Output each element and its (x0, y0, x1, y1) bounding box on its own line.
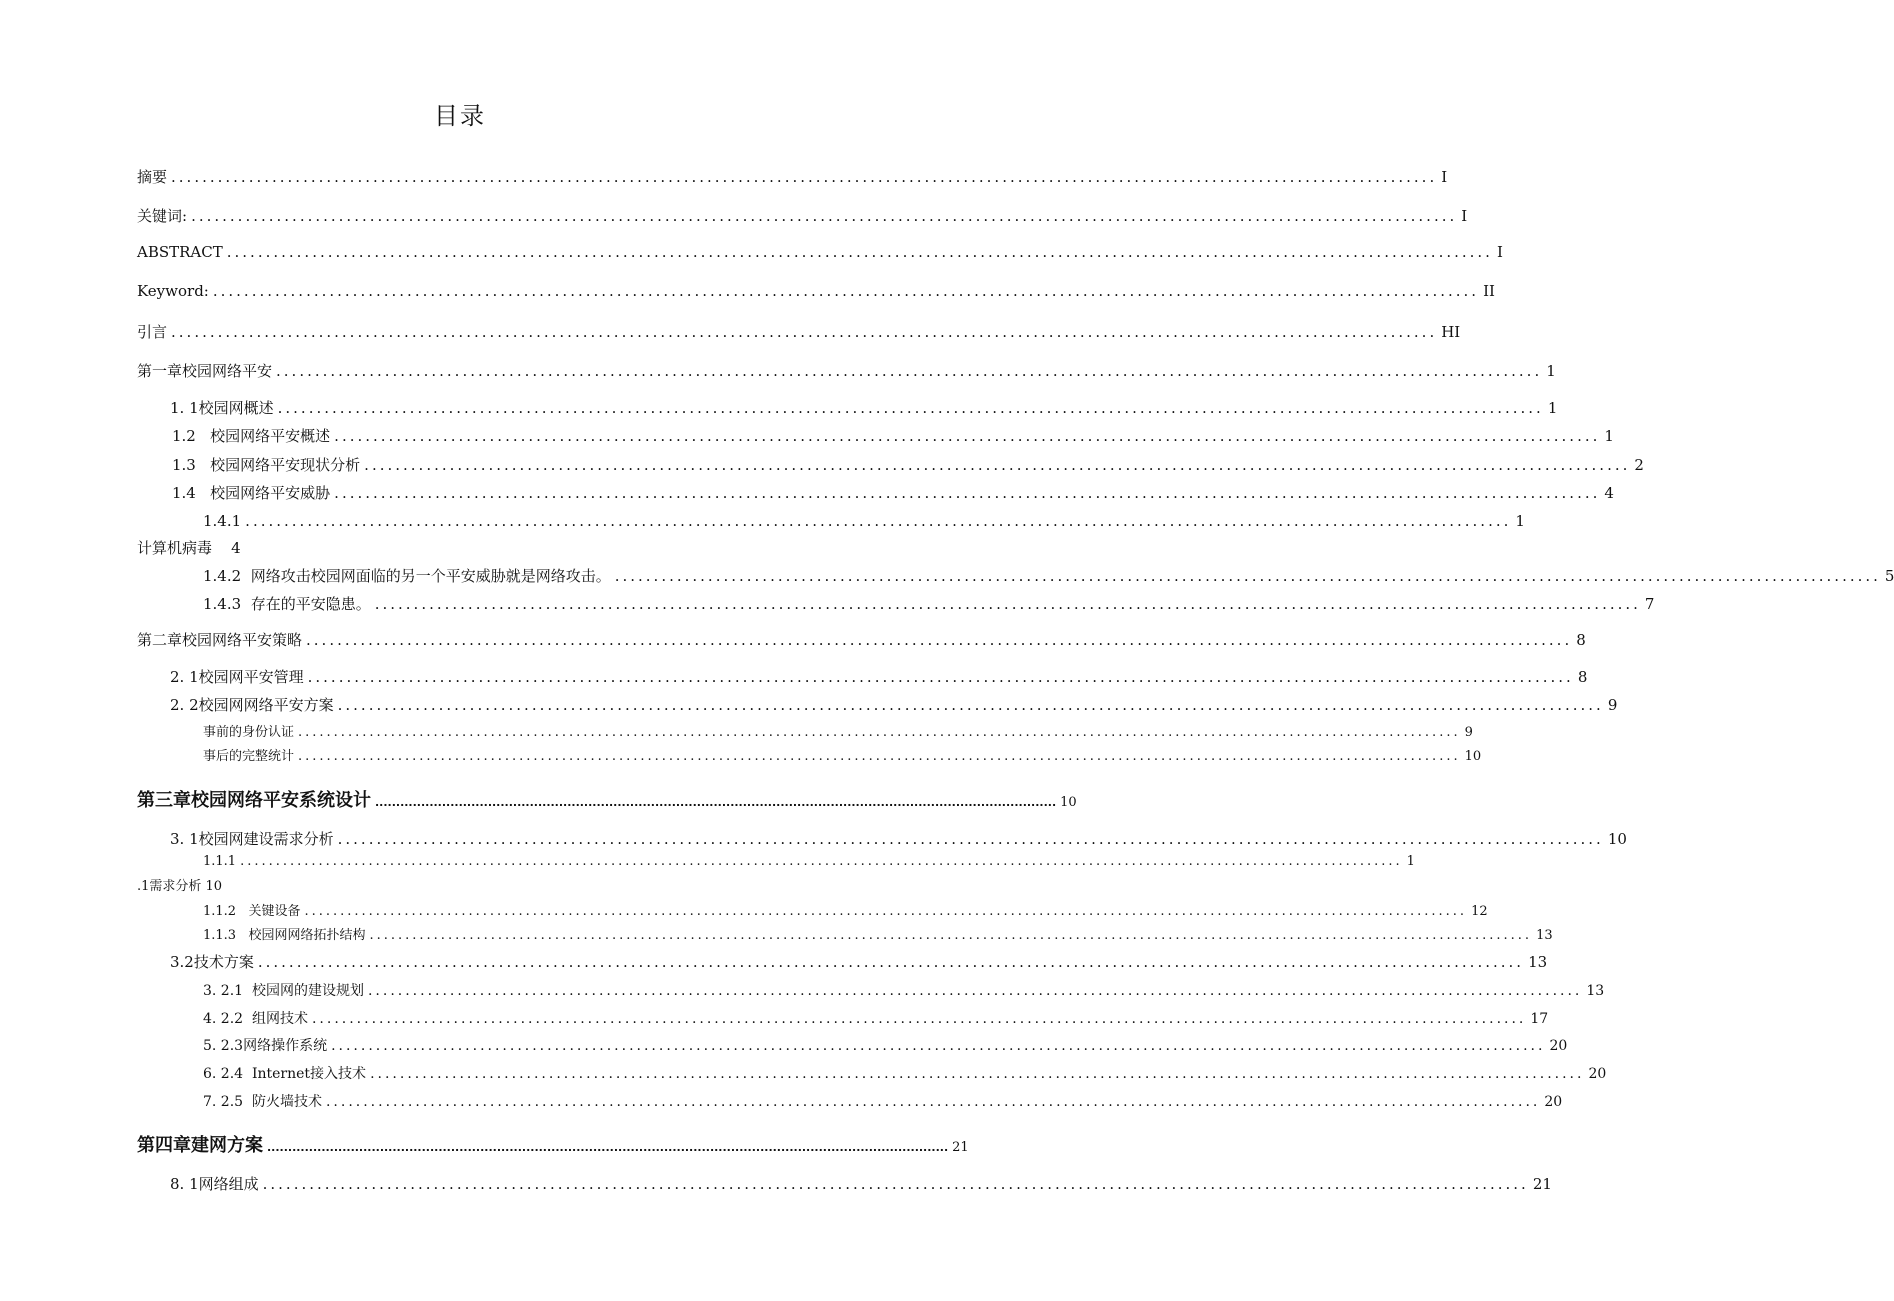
toc-entry-1-1[interactable] (170, 397, 1558, 418)
toc-entry-label: 3.2技术方案 (170, 953, 254, 971)
toc-entry-label: 1. 1校园网概述 (170, 399, 274, 417)
toc-entry-label: 1.1.3 校园网网络拓扑结构 (203, 928, 366, 943)
toc-entry-page: 1 (1546, 362, 1556, 380)
toc-entry-continuation: .1需求分析 10 (137, 879, 223, 894)
toc-entry-label: 摘要 (137, 168, 168, 186)
toc-entry-label: 1.4.3 存在的平安隐患。 (203, 595, 371, 613)
toc-entry-introduction[interactable] (137, 321, 1461, 342)
toc-entry-label: 3. 1校园网建设需求分析 (170, 830, 334, 848)
dot-leader: ................................................................................................................................................................... (334, 484, 1601, 502)
toc-entry-page: 8 (1577, 668, 1588, 686)
toc-entry-page: 1 (1406, 854, 1415, 869)
dot-leader: ................................................................................................................................................................... (245, 512, 1512, 530)
toc-entry-page: HI (1441, 323, 1461, 341)
dot-leader: ................................................................................................................................................................... (212, 282, 1480, 300)
dot-leader: ................................................................................................................................................................... (226, 243, 1493, 261)
toc-entry-page: 20 (1544, 1094, 1563, 1110)
toc-entry-label: 1.2 校园网络平安概述 (172, 427, 331, 445)
toc-entry-label: 2. 1校园网平安管理 (170, 668, 304, 686)
toc-entry-page: 1 (1515, 512, 1525, 530)
toc-entry-keywords-cn[interactable] (137, 205, 1468, 226)
dot-leader: ................................................................................................................................................................... (298, 749, 1461, 764)
toc-entry-4-1[interactable] (170, 1173, 1552, 1194)
toc-entry-keywords-en[interactable] (137, 282, 1495, 300)
toc-entry-label: Keyword: (137, 282, 209, 300)
toc-entry-1-1-3[interactable] (203, 924, 1553, 943)
dot-leader: ................................................................................................................................................................... (298, 725, 1461, 740)
toc-entry-page: 17 (1530, 1011, 1549, 1027)
toc-entry-label: 第二章校园网络平安策略 (137, 631, 303, 649)
toc-entry-page: 8 (1576, 631, 1586, 649)
toc-entry-label: 4. 2.2 组网技术 (203, 1011, 308, 1027)
toc-entry-label: 1.4 校园网络平安威胁 (172, 484, 331, 502)
dot-leader: ................................................................................................................................................................... (306, 631, 1573, 649)
dot-leader: ................................................................................................................................................................... (277, 399, 1544, 417)
toc-entry-page: 7 (1644, 595, 1655, 613)
dot-leader: ................................................................................................................................................................... (369, 928, 1533, 943)
toc-entry-page: 9 (1464, 725, 1473, 740)
toc-entry-chapter-4[interactable] (137, 1131, 969, 1157)
toc-entry-page: 10 (1607, 830, 1627, 848)
toc-entry-page: 12 (1471, 904, 1488, 919)
toc-entry-label: 第一章校园网络平安 (137, 362, 273, 380)
toc-entry-page: I (1441, 168, 1448, 186)
toc-entry-page: 20 (1549, 1038, 1568, 1054)
toc-entry-label: 事后的完整统计 (203, 749, 295, 764)
dot-leader: ................................................................................................................................................................... (325, 1094, 1541, 1110)
toc-entry-page: 5 (1884, 567, 1894, 585)
toc-entry-label: 1.1.1 (203, 854, 237, 869)
toc-entry-abstract-en[interactable] (137, 243, 1503, 261)
toc-entry-label: 1.4.2 网络攻击校园网面临的另一个平安威胁就是网络攻击。 (203, 567, 611, 585)
dot-leader: ................................................................................................................................................................... (375, 796, 1057, 809)
dot-leader: ................................................................................................................................................................... (331, 1038, 1546, 1054)
dot-leader: ................................................................................................................................................................... (374, 595, 1641, 613)
toc-entry-page: 10 (1060, 795, 1077, 810)
toc-entry-label: 第四章建网方案 (137, 1135, 263, 1156)
toc-entry-label: 1.3 校园网络平安现状分析 (172, 456, 361, 474)
toc-entry-page: II (1483, 282, 1495, 300)
toc-entry-label: 事前的身份认证 (203, 725, 295, 740)
toc-entry-page: 4 (1604, 484, 1614, 502)
toc-entry-3-2-2[interactable] (203, 1008, 1549, 1028)
toc-entry-abstract-cn[interactable] (137, 166, 1448, 187)
toc-entry-page: 21 (952, 1140, 969, 1155)
dot-leader: ................................................................................................................................................................... (276, 362, 1543, 380)
dot-leader: ................................................................................................................................................................... (614, 567, 1881, 585)
toc-entry-continuation: 计算机病毒 4 (137, 539, 241, 557)
toc-entry-label: 3. 2.1 校园网的建设规划 (203, 983, 364, 999)
toc-entry-1-4-3[interactable] (203, 593, 1655, 614)
dot-leader: ................................................................................................................................................................... (240, 854, 1403, 869)
toc-entry-3-2-3[interactable] (203, 1035, 1568, 1055)
toc-entry-label: 5. 2.3网络操作系统 (203, 1038, 328, 1054)
toc-entry-page: 1 (1604, 427, 1614, 445)
toc-entry-label: 1.4.1 (203, 512, 242, 530)
toc-entry-chapter-1[interactable] (137, 360, 1556, 381)
toc-entry-page: 21 (1532, 1175, 1552, 1193)
toc-entry-pre-auth[interactable] (203, 721, 1473, 740)
toc-entry-page: 10 (1464, 749, 1482, 764)
toc-entry-page: 2 (1634, 456, 1644, 474)
toc-entry-label: 引言 (137, 323, 168, 341)
toc-entry-3-2-5[interactable] (203, 1091, 1563, 1111)
dot-leader: ................................................................................................................................................................... (334, 427, 1601, 445)
toc-entry-3-2-1[interactable] (203, 980, 1605, 1000)
toc-entry-page: I (1461, 207, 1468, 225)
page-title: 目录 (434, 102, 486, 130)
dot-leader: ................................................................................................................................................................... (370, 1066, 1585, 1082)
dot-leader: ................................................................................................................................................................... (191, 207, 1458, 225)
toc-entry-1-1-2[interactable] (203, 900, 1488, 919)
toc-entry-3-2[interactable] (170, 951, 1548, 972)
dot-leader: ................................................................................................................................................................... (171, 168, 1438, 186)
toc-entry-1-4-2[interactable] (203, 565, 1894, 586)
toc-entry-chapter-2[interactable] (137, 629, 1586, 650)
toc-entry-label: 关键词: (137, 207, 188, 225)
toc-entry-label: 6. 2.4 Internet接入技术 (203, 1066, 367, 1082)
toc-entry-3-1[interactable] (170, 828, 1627, 849)
dot-leader: ................................................................................................................................................................... (307, 668, 1574, 686)
toc-entry-1-3[interactable] (172, 454, 1644, 475)
toc-entry-label: 8. 1网络组成 (170, 1175, 259, 1193)
toc-entry-chapter-3[interactable] (137, 786, 1077, 812)
toc-entry-1-4[interactable] (172, 482, 1614, 503)
toc-entry-page: 13 (1586, 983, 1605, 999)
dot-leader: ................................................................................................................................................................... (311, 1011, 1527, 1027)
dot-leader: ................................................................................................................................................................... (267, 1141, 949, 1154)
toc-entry-2-2[interactable] (170, 694, 1618, 715)
dot-leader: ................................................................................................................................................................... (367, 983, 1583, 999)
toc-entry-post-stats[interactable] (203, 745, 1482, 764)
toc-entry-2-1[interactable] (170, 666, 1588, 687)
dot-leader: ................................................................................................................................................................... (337, 696, 1604, 714)
toc-entry-label: 2. 2校园网网络平安方案 (170, 696, 334, 714)
toc-entry-page: 9 (1607, 696, 1618, 714)
toc-entry-page: 1 (1547, 399, 1558, 417)
toc-entry-label: 1.1.2 关键设备 (203, 904, 301, 919)
toc-entry-page: 20 (1588, 1066, 1607, 1082)
dot-leader: ................................................................................................................................................................... (171, 323, 1438, 341)
toc-entry-page: I (1496, 243, 1503, 261)
dot-leader: ................................................................................................................................................................... (262, 1175, 1529, 1193)
toc-entry-1-4-1[interactable] (203, 512, 1525, 530)
dot-leader: ................................................................................................................................................................... (364, 456, 1631, 474)
toc-entry-label: 第三章校园网络平安系统设计 (137, 790, 371, 811)
toc-entry-3-2-4[interactable] (203, 1063, 1607, 1083)
toc-entry-page: 13 (1528, 953, 1548, 971)
dot-leader: ................................................................................................................................................................... (337, 830, 1604, 848)
toc-entry-label: ABSTRACT (137, 243, 223, 261)
toc-entry-page: 13 (1536, 928, 1553, 943)
dot-leader: ................................................................................................................................................................... (304, 904, 1468, 919)
toc-entry-label: 7. 2.5 防火墙技术 (203, 1094, 322, 1110)
toc-entry-1-1-1[interactable] (203, 854, 1415, 869)
toc-entry-1-2[interactable] (172, 425, 1614, 446)
dot-leader: ................................................................................................................................................................... (257, 953, 1525, 971)
